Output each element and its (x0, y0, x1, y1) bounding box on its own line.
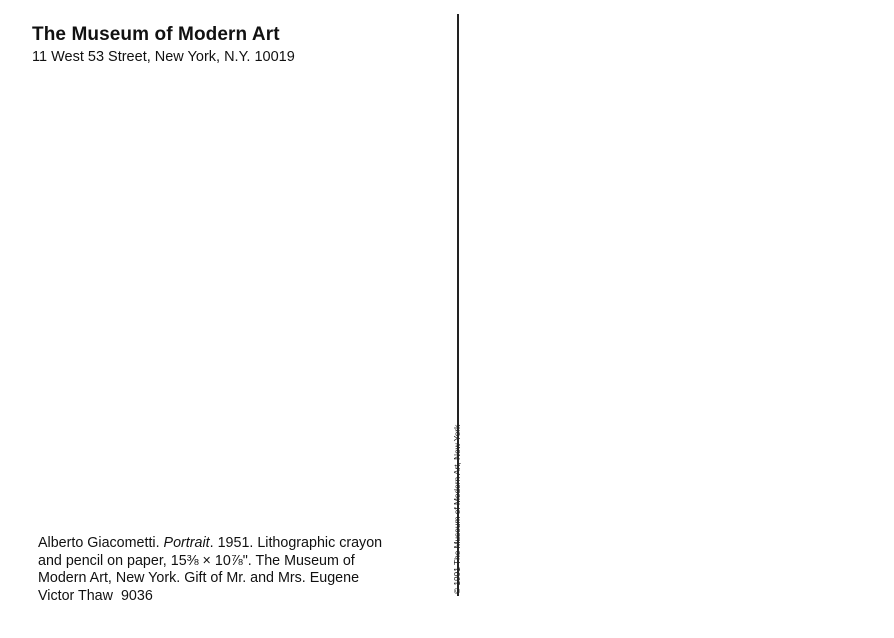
copyright-notice: © 1991 The Museum of Modern Art, New York (452, 424, 462, 594)
caption-line-1-rest: . 1951. Lithographic crayon (209, 535, 383, 551)
caption-line-1 (38, 535, 448, 553)
museum-header (32, 24, 295, 67)
caption-line-3: Modern Art, New York. Gift of Mr. and Mrs. Eugene (38, 570, 360, 586)
caption-line-4 (38, 588, 448, 606)
caption-credit-end: Victor Thaw (38, 587, 113, 604)
caption-artist: Alberto Giacometti. (38, 535, 164, 551)
museum-name: The Museum of Modern Art (32, 24, 280, 45)
museum-address: 11 West 53 Street, New York, N.Y. 10019 (32, 49, 295, 65)
caption-artwork-title: Portrait (163, 535, 210, 551)
caption-line-2: and pencil on paper, 15⅜ × 10⅞". The Museum of (38, 552, 355, 569)
artwork-caption (38, 535, 448, 605)
catalog-number: 9036 (120, 587, 153, 604)
